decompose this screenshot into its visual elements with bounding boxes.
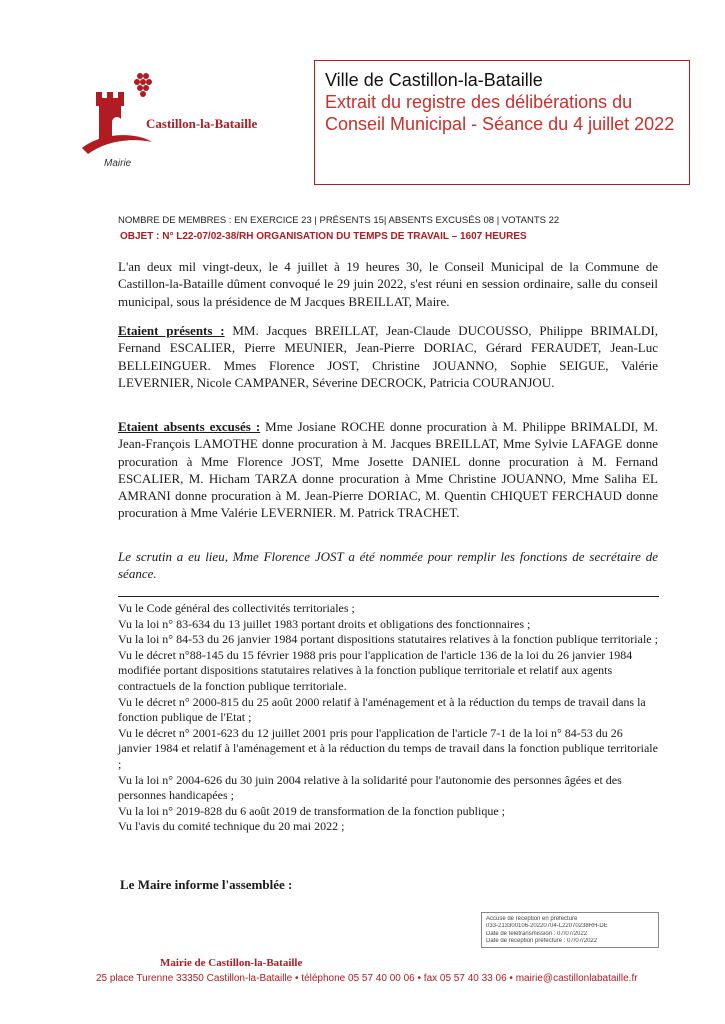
footer-address: 25 place Turenne 33350 Castillon-la-Bataille • téléphone 05 57 40 00 06 • fax 05 57 40 33 06 • mairie@castillonlabataille.fr	[96, 973, 638, 984]
stamp-line: Date de réception préfecture : 07/07/2022	[486, 938, 598, 945]
intro-paragraph: L'an deux mil vingt-deux, le 4 juillet à 19 heures 30, le Conseil Municipal de la Commune de Castillon-la-Bataille dûment convoqué le 29 juin 2022, s'est réuni en session ordinaire, salle du conseil municipal, sous la présidence de M Jacques BREILLAT, Maire.	[118, 259, 658, 309]
stamp-line: 033-213300106-20220704-L22070238RH-DE	[486, 923, 608, 930]
divider	[118, 596, 659, 597]
mayor-informs-heading: Le Maire informe l'assemblée :	[120, 877, 293, 892]
legal-reference: Vu le Code général des collectivités territoriales ;	[118, 601, 355, 615]
grapes-icon	[134, 73, 152, 97]
logo-town-name: Castillon-la-Bataille	[146, 116, 258, 131]
present-members-paragraph	[118, 322, 658, 391]
members-summary: NOMBRE DE MEMBRES : EN EXERCICE 23 | PRÉSENTS 15| ABSENTS EXCUSÉS 08 | VOTANTS 22	[118, 215, 560, 226]
city-title: Ville de Castillon-la-Bataille	[325, 70, 543, 90]
legal-reference: Vu le décret n° 2000-815 du 25 août 2000 relatif à l'aménagement et à la réduction du temps de travail dans la fonction publique de l'Etat ;	[118, 694, 646, 725]
legal-references-list	[118, 601, 659, 835]
logo-mairie-label: Mairie	[104, 158, 132, 169]
present-label: Etaient présents :	[118, 323, 225, 338]
present-list: MM. Jacques BREILLAT, Jean-Claude DUCOUSSO, Philippe BRIMALDI, Fernand ESCALIER, Pierre MEUNIER, Jean-Pierre DORIAC, Gérard FERAUDET, Jean-Luc BELLEINGUER. Mmes Florence JOST, Christine JOUANNO, Sophie SEIGUE, Valérie LEVERNIER, Nicole CAMPANER, Séverine DECROCK, Patricia COURANJOU.	[118, 323, 658, 390]
castle-tower-icon	[82, 70, 152, 160]
absent-list: Mme Josiane ROCHE donne procuration à M. Philippe BRIMALDI, M. Jean-François LAMOTHE donne procuration à M. Jacques BREILLAT, Mme Sylvie LAFAGE donne procuration à Mme Florence JOST, Mme Josette DANIEL donne procuration à M. Fernand ESCALIER, M. Hicham TARZA donne procuration à Mme Christine JOUANNO, Mme Saliha EL AMRANI donne procuration à M. Jean-Pierre DORIAC, M. Quentin CHIQUET FERCHAUD donne procuration à Mme Valérie LEVERNIER. M. Patrick TRACHET.	[118, 419, 659, 521]
footer-town-hall-name: Mairie de Castillon-la-Bataille	[160, 957, 303, 969]
document-title-box	[314, 60, 690, 185]
absent-members-paragraph	[118, 418, 658, 522]
deliberation-subject: OBJET : N° L22-07/02-38/RH ORGANISATION DU TEMPS DE TRAVAIL – 1607 HEURES	[120, 231, 527, 242]
absent-label: Etaient absents excusés :	[118, 419, 261, 434]
stamp-line: Accusé de réception en préfecture	[486, 916, 578, 922]
stamp-line: Date de télétransmission : 07/07/2022	[486, 930, 588, 937]
legal-reference: Vu l'avis du comité technique du 20 mai 2022 ;	[118, 819, 345, 834]
legal-reference: Vu la loi n° 84-53 du 26 janvier 1984 portant dispositions statutaires relatives à la fonction publique territoriale ;	[118, 632, 658, 647]
legal-reference: Vu la loi n° 83-634 du 13 juillet 1983 portant droits et obligations des fonctionnaires ;	[118, 616, 531, 631]
secretary-paragraph: Le scrutin a eu lieu, Mme Florence JOST a été nommée pour remplir les fonctions de secrétaire de séance.	[118, 549, 658, 582]
legal-reference: Vu la loi n° 2019-828 du 6 août 2019 de transformation de la fonction publique ;	[118, 803, 506, 818]
legal-reference: Vu la loi n° 2004-626 du 30 juin 2004 relative à la solidarité pour l'autonomie des personnes âgées et des personnes handicapées ;	[118, 772, 622, 803]
extract-title: Extrait du registre des délibérations du Conseil Municipal - Séance du 4 juillet 2022	[325, 92, 675, 134]
legal-reference: Vu le décret n° 2001-623 du 12 juillet 2001 pris pour l'application de l'article 7-1 de la loi n° 84-53 du 26 janvier 1984 et relatif à l'aménagement et à la réduction du temps de travail dans la fonction publique territoriale ;	[118, 725, 658, 771]
prefecture-receipt-stamp	[481, 912, 659, 948]
town-logo	[82, 70, 292, 180]
legal-reference: Vu le décret n°88-145 du 15 février 1988 pris pour l'application de l'article 136 de la loi du 26 janvier 1984 modifiée portant dispositions statutaires relatives à la fonction publique territoriale et relatif aux agents contractuels de la fonction publique territoriale.	[118, 647, 633, 693]
